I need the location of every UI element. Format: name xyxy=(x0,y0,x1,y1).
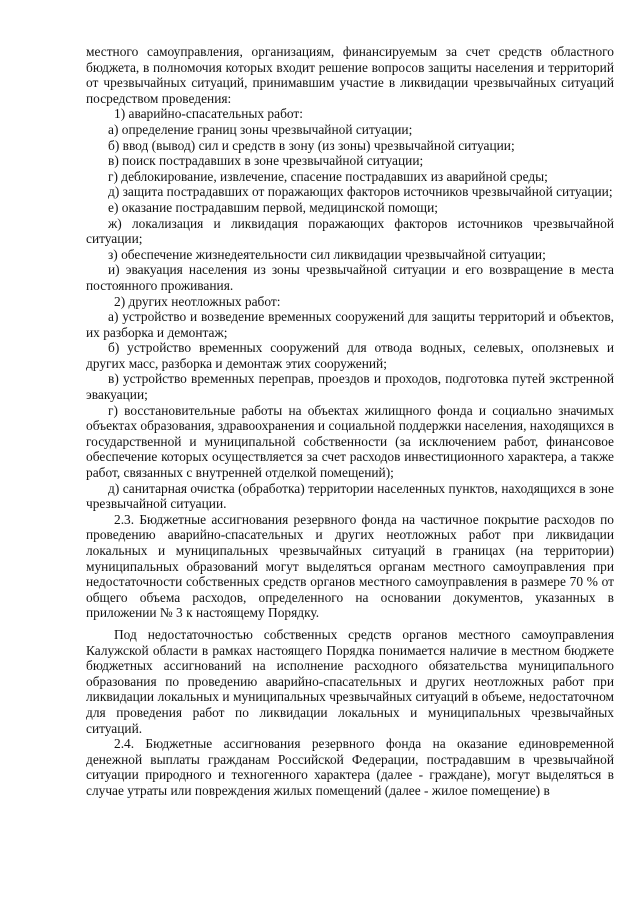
section-2-4-paragraph: 2.4. Бюджетные ассигнования резервного фонда на оказание единовременной денежной выплаты гражданам Российской Федерации, пострадавшим в чрезвычайной ситуации природного и техногенного характера (далее - граждане), могут выделяться в случае утраты или повреждения жилых помещений (далее - жилое помещение) в xyxy=(86,736,614,798)
list-heading-urgent-works: 2) других неотложных работ: xyxy=(114,293,281,309)
list-item: з) обеспечение жизнедеятельности сил ликвидации чрезвычайной ситуации; xyxy=(108,246,546,262)
document-page xyxy=(86,44,614,799)
list-item: г) деблокирование, извлечение, спасение пострадавших из аварийной среды; xyxy=(108,168,548,184)
list-item: г) восстановительные работы на объектах жилищного фонда и социально значимых объектах образования, здравоохранения и социальной поддержки населения, находящихся в государственной и муниципальной собственности (за исключением работ, финансовое обеспечение которых осуществляется за счет расходов инвестиционного характера, а также работ, связанных с внутренней отделкой помещений); xyxy=(86,402,614,481)
list-item: ж) локализация и ликвидация поражающих факторов источников чрезвычайной ситуации; xyxy=(86,215,614,247)
list-item: д) защита пострадавших от поражающих факторов источников чрезвычайной ситуации; xyxy=(108,184,613,200)
list-item: а) устройство и возведение временных сооружений для защиты территорий и объектов, их разборка и демонтаж; xyxy=(86,309,614,340)
intro-paragraph: местного самоуправления, организациям, финансируемым за счет средств областного бюджета, в полномочия которых входит решение вопросов защиты населения и территорий от чрезвычайных ситуаций, принимавшим участие в ликвидации чрезвычайных ситуаций посредством проведения: xyxy=(86,44,614,106)
section-2-3-paragraph: 2.3. Бюджетные ассигнования резервного фонда на частичное покрытие расходов по проведению аварийно-спасательных и других неотложных работ при ликвидации локальных и муниципальных чрезвычайных ситуаций в границах (на территории) муниципальных образований могут выделяться органам местного самоуправления при недостаточности собственных средств органов местного самоуправления в размере 70 % от общего объема расходов, определенного на основании документов, указанных в приложении № 3 к настоящему Порядку. xyxy=(86,511,614,621)
list-item: д) санитарная очистка (обработка) территории населенных пунктов, находящихся в зоне чрезвычайной ситуации. xyxy=(86,480,614,512)
insufficiency-definition-paragraph: Под недостаточностью собственных средств органов местного самоуправления Калужской области в рамках настоящего Порядка понимается наличие в местном бюджете бюджетных ассигнований на исполнение расходного обязательства муниципального образования по проведению аварийно-спасательных и других неотложных работ при ликвидации локальных и муниципальных чрезвычайных ситуаций в объеме, недостаточном для проведения работ по ликвидации локальных и муниципальных чрезвычайных ситуаций. xyxy=(86,626,614,736)
list-item: б) устройство временных сооружений для отвода водных, селевых, оползневых и других масс, разборка и демонтаж этих сооружений; xyxy=(86,340,614,371)
list-item: е) оказание пострадавшим первой, медицинской помощи; xyxy=(108,199,438,215)
list-item: а) определение границ зоны чрезвычайной ситуации; xyxy=(108,121,413,137)
list-item: б) ввод (вывод) сил и средств в зону (из зоны) чрезвычайной ситуации; xyxy=(108,137,515,153)
list-heading-rescue-works: 1) аварийно-спасательных работ: xyxy=(114,106,303,122)
list-item: в) устройство временных переправ, проездов и проходов, подготовка путей экстренной эвакуации; xyxy=(86,371,614,403)
list-item: и) эвакуация населения из зоны чрезвычайной ситуации и его возвращение в места постоянного проживания. xyxy=(86,262,614,293)
list-item: в) поиск пострадавших в зоне чрезвычайной ситуации; xyxy=(108,153,424,169)
